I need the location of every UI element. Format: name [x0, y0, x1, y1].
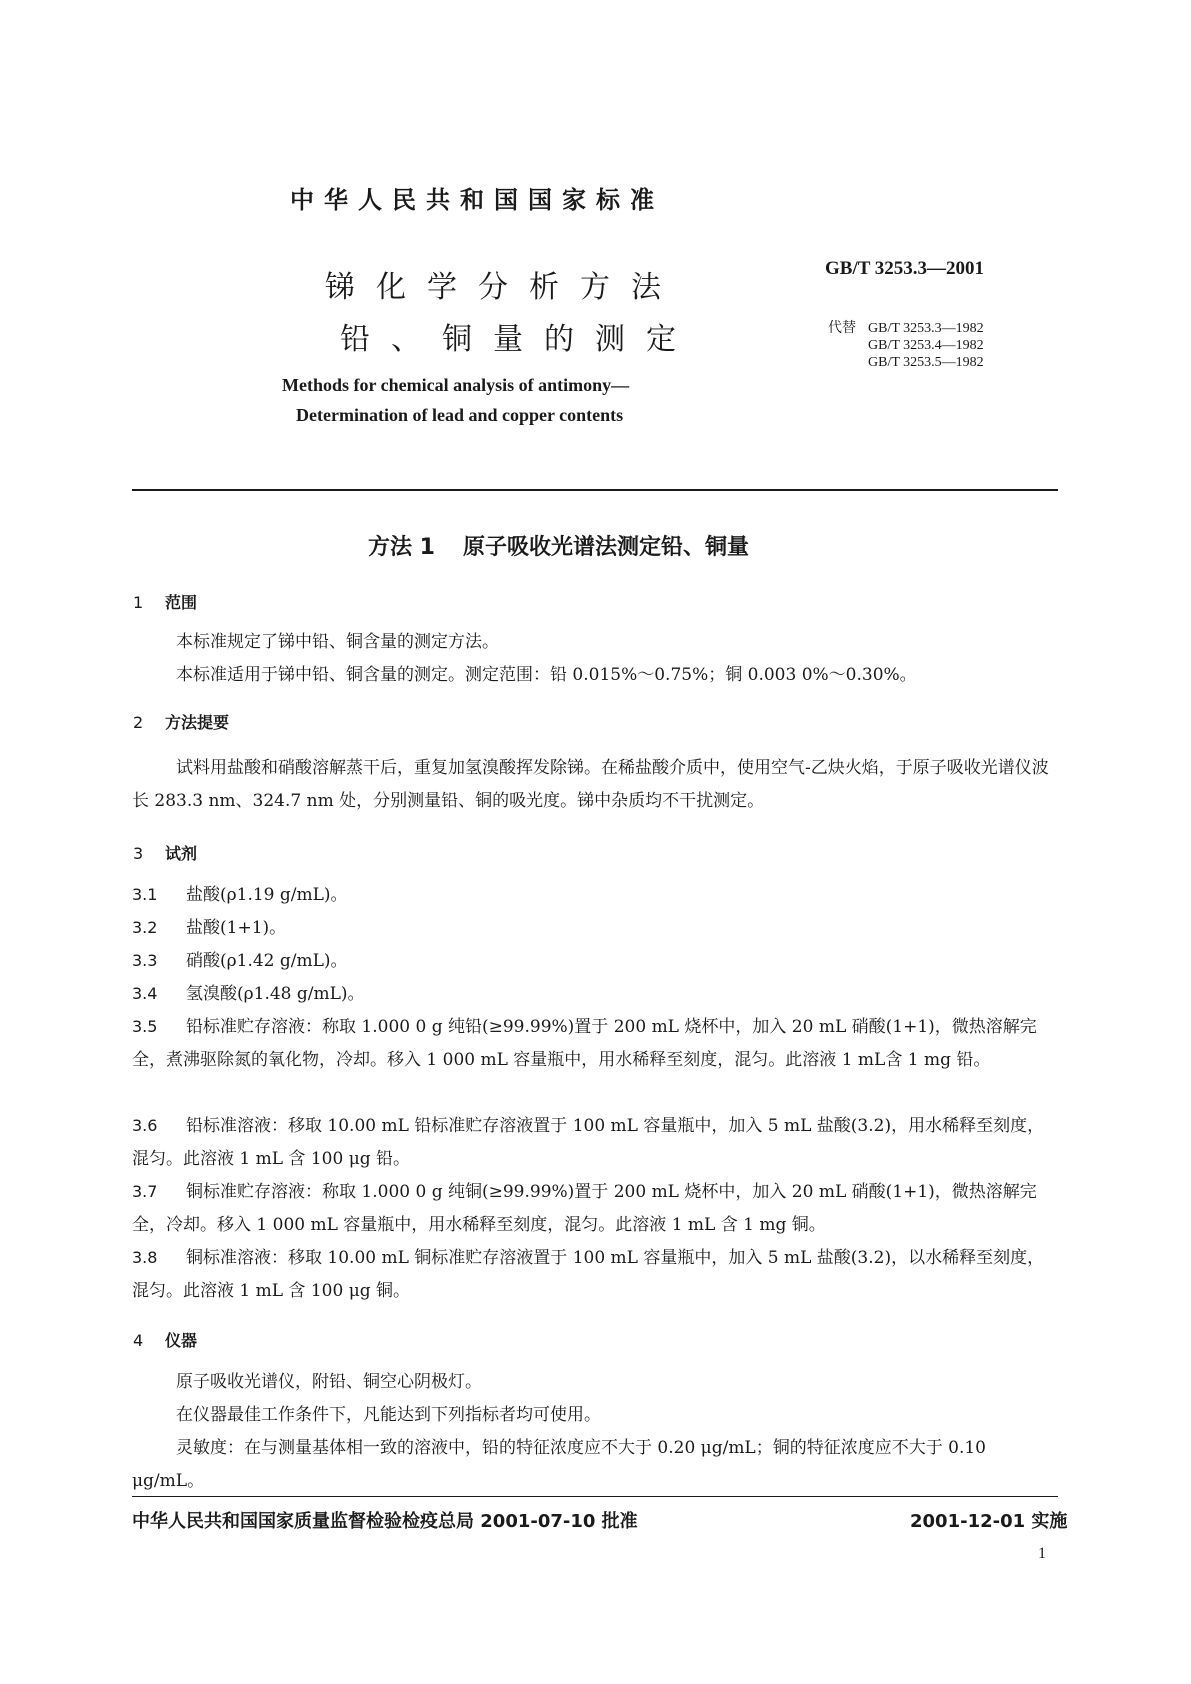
section-title: 试剂 — [165, 844, 198, 863]
approval-notice: 中华人民共和国国家质量监督检验检疫总局 2001-07-10 批准 — [132, 1511, 638, 1532]
paragraph: 试料用盐酸和硝酸溶解蒸干后，重复加氢溴酸挥发除锑。在稀盐酸介质中，使用空气-乙炔火焰，于原子吸收光谱仪波长 283.3 nm、324.7 nm 处，分别测量铅、铜的吸光度。锑中杂质均不干扰测定。 — [132, 758, 1049, 811]
method-label: 方法 1 — [368, 535, 435, 560]
section-heading-2 — [133, 710, 229, 733]
document-title-line-1: 锑化学分析方法 — [325, 270, 682, 305]
item-number: 3.5 — [132, 1017, 158, 1036]
section-number: 2 — [133, 713, 144, 732]
standard-number: GB/T 3253.3—2001 — [825, 258, 985, 279]
item-number: 3.6 — [132, 1116, 158, 1135]
item-number: 3.8 — [132, 1248, 158, 1267]
replaced-standard: GB/T 3253.4—1982 — [868, 338, 984, 353]
item-number: 3.4 — [132, 984, 158, 1003]
reagent-item — [132, 1175, 1058, 1242]
page-number: 1 — [1038, 1545, 1046, 1562]
section-heading-4 — [133, 1328, 197, 1351]
reagent-item — [132, 977, 1058, 1011]
item-text: 硝酸(ρ1.42 g/mL)。 — [186, 951, 348, 971]
paragraph: 本标准规定了锑中铅、铜含量的测定方法。 — [176, 632, 499, 652]
paragraph: 原子吸收光谱仪，附铅、铜空心阴极灯。 — [176, 1372, 482, 1392]
item-number: 3.7 — [132, 1182, 158, 1201]
header-divider — [132, 489, 1058, 491]
document-title-line-2: 铅、铜量的测定 — [340, 322, 697, 357]
paragraph: 灵敏度：在与测量基体相一致的溶液中，铅的特征浓度应不大于 0.20 μg/mL；铜的特征浓度应不大于 0.10 μg/mL。 — [132, 1438, 986, 1491]
section-number: 3 — [133, 844, 144, 863]
section-title: 范围 — [165, 593, 198, 612]
footer-divider — [132, 1496, 1058, 1497]
replaces-label: 代替 — [828, 321, 856, 336]
section-heading-3 — [133, 841, 197, 864]
item-text: 铜标准溶液：移取 10.00 mL 铜标准贮存溶液置于 100 mL 容量瓶中，加入 5 mL 盐酸(3.2)，以水稀释至刻度，混匀。此溶液 1 mL 含 100 μg 铜。 — [132, 1248, 1045, 1301]
section-heading-1 — [133, 590, 197, 613]
paragraph: 本标准适用于锑中铅、铜含量的测定。测定范围：铅 0.015%～0.75%；铜 0.003 0%～0.30%。 — [176, 665, 917, 685]
section-number: 4 — [133, 1331, 144, 1350]
item-text: 铅标准贮存溶液：称取 1.000 0 g 纯铅(≥99.99%)置于 200 mL 烧杯中，加入 20 mL 硝酸(1+1)，微热溶解完全，煮沸驱除氮的氧化物，冷却。移入 1 000 mL 容量瓶中，用水稀释至刻度，混匀。此溶液 1 mL含 1 mg 铅。 — [132, 1017, 1037, 1070]
reagent-item — [132, 1109, 1058, 1176]
method-heading — [368, 530, 749, 561]
paragraph: 在仪器最佳工作条件下，凡能达到下列指标者均可使用。 — [176, 1405, 601, 1425]
item-text: 盐酸(1+1)。 — [186, 918, 287, 938]
replaces-list — [828, 320, 984, 371]
reagent-item — [132, 944, 1058, 978]
reagent-item — [132, 1010, 1058, 1077]
replaced-standard: GB/T 3253.3—1982 — [868, 321, 984, 336]
item-text: 铜标准贮存溶液：称取 1.000 0 g 纯铜(≥99.99%)置于 200 mL 烧杯中，加入 20 mL 硝酸(1+1)，微热溶解完全，冷却。移入 1 000 mL 容量瓶中，用水稀释至刻度，混匀。此溶液 1 mL 含 1 mg 铜。 — [132, 1182, 1037, 1235]
item-number: 3.2 — [132, 918, 158, 937]
reagent-item — [132, 1241, 1058, 1308]
section-title: 方法提要 — [165, 713, 230, 732]
national-standard-heading: 中华人民共和国国家标准 — [290, 186, 664, 214]
item-text: 氢溴酸(ρ1.48 g/mL)。 — [186, 984, 365, 1004]
item-text: 铅标准溶液：移取 10.00 mL 铅标准贮存溶液置于 100 mL 容量瓶中，加入 5 mL 盐酸(3.2)，用水稀释至刻度，混匀。此溶液 1 mL 含 100 μg 铅。 — [132, 1116, 1045, 1169]
section-title: 仪器 — [165, 1331, 198, 1350]
reagent-item — [132, 878, 1058, 912]
reagent-item — [132, 911, 1058, 945]
item-number: 3.3 — [132, 951, 158, 970]
english-title-line-2: Determination of lead and copper contents — [296, 405, 624, 425]
effective-date: 2001-12-01 实施 — [910, 1511, 1068, 1532]
english-title-line-1: Methods for chemical analysis of antimony— — [282, 375, 630, 395]
section-number: 1 — [133, 593, 144, 612]
method-title: 原子吸收光谱法测定铅、铜量 — [462, 535, 749, 560]
replaced-standard: GB/T 3253.5—1982 — [868, 355, 984, 370]
item-number: 3.1 — [132, 885, 158, 904]
item-text: 盐酸(ρ1.19 g/mL)。 — [186, 885, 348, 905]
